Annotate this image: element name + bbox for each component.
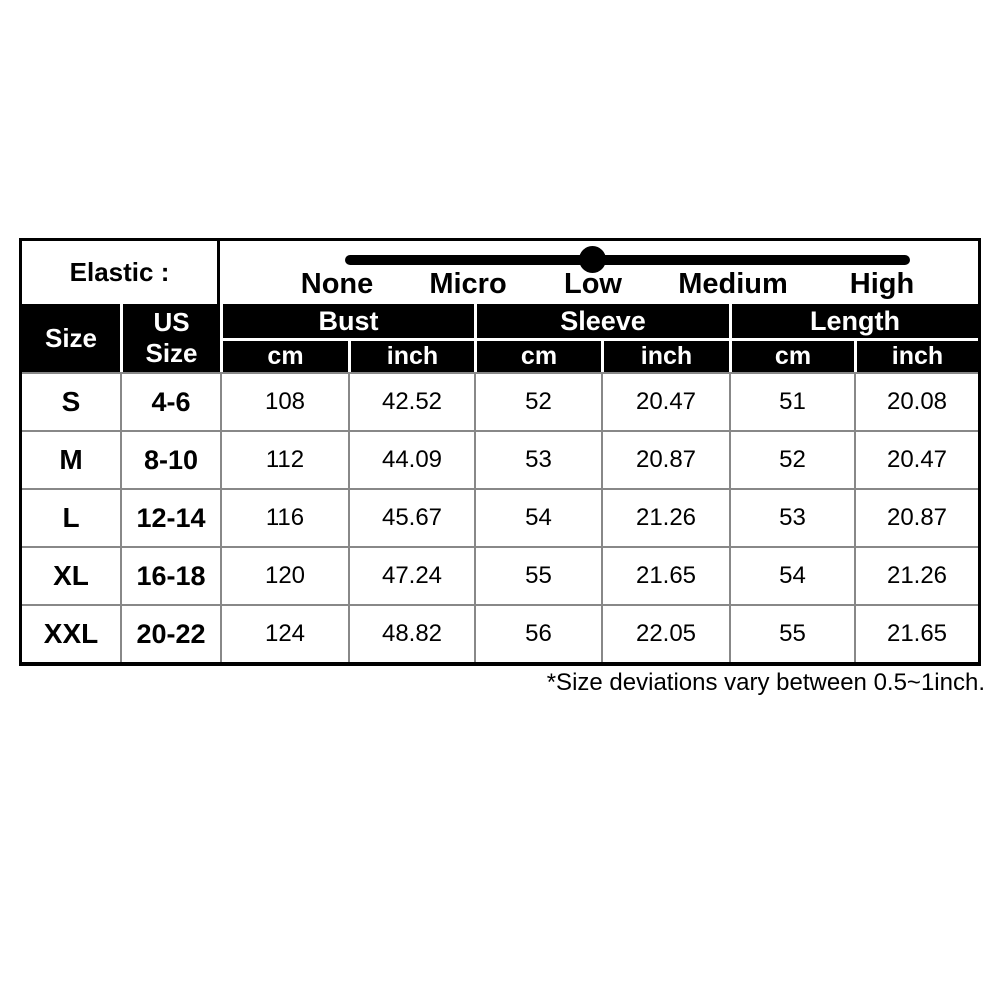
data-cell: 55 <box>729 604 854 662</box>
header-us-size-line1: US <box>153 306 190 337</box>
header-us-size <box>120 304 220 372</box>
data-cell: 112 <box>220 430 348 488</box>
size-table <box>19 238 981 666</box>
data-cell: 53 <box>474 430 601 488</box>
unit-header-length-cm: cm <box>729 338 854 372</box>
data-cell: 54 <box>729 546 854 604</box>
size-label-cell: M <box>22 430 120 488</box>
elastic-level-medium: Medium <box>678 268 788 300</box>
elasticity-scale <box>220 241 978 304</box>
data-cell: 45.67 <box>348 488 474 546</box>
data-cell: 21.26 <box>854 546 978 604</box>
data-cell: 120 <box>220 546 348 604</box>
data-cell: 22.05 <box>601 604 729 662</box>
slider-track <box>345 255 910 265</box>
data-cell: 20.47 <box>854 430 978 488</box>
data-cell: 55 <box>474 546 601 604</box>
unit-header-sleeve-cm: cm <box>474 338 601 372</box>
data-cell: 56 <box>474 604 601 662</box>
group-header-bust: Bust <box>220 304 474 338</box>
header-size: Size <box>22 304 120 372</box>
data-cell: 124 <box>220 604 348 662</box>
unit-header-length-inch: inch <box>854 338 978 372</box>
data-cell: 20.87 <box>854 488 978 546</box>
data-cell: 116 <box>220 488 348 546</box>
data-cell: 21.65 <box>601 546 729 604</box>
data-cell: 48.82 <box>348 604 474 662</box>
size-deviation-footnote: *Size deviations vary between 0.5~1inch. <box>546 669 985 696</box>
elastic-level-high: High <box>849 268 915 300</box>
size-label-cell: L <box>22 488 120 546</box>
us-size-cell: 8-10 <box>120 430 220 488</box>
data-cell: 20.87 <box>601 430 729 488</box>
data-cell: 52 <box>729 430 854 488</box>
data-cell: 20.08 <box>854 372 978 430</box>
group-header-sleeve: Sleeve <box>474 304 729 338</box>
data-cell: 42.52 <box>348 372 474 430</box>
data-cell: 47.24 <box>348 546 474 604</box>
data-cell: 53 <box>729 488 854 546</box>
data-cell: 21.65 <box>854 604 978 662</box>
us-size-cell: 16-18 <box>120 546 220 604</box>
elastic-label: Elastic : <box>22 241 220 304</box>
data-cell: 20.47 <box>601 372 729 430</box>
data-cell: 21.26 <box>601 488 729 546</box>
elastic-level-none: None <box>300 268 374 300</box>
size-label-cell: XXL <box>22 604 120 662</box>
data-cell: 108 <box>220 372 348 430</box>
elastic-level-low: Low <box>564 268 622 300</box>
size-label-cell: XL <box>22 546 120 604</box>
data-cell: 52 <box>474 372 601 430</box>
header-us-size-line2: Size <box>145 338 198 368</box>
data-cell: 54 <box>474 488 601 546</box>
size-label-cell: S <box>22 372 120 430</box>
elastic-level-micro: Micro <box>429 268 507 300</box>
us-size-cell: 4-6 <box>120 372 220 430</box>
unit-header-bust-cm: cm <box>220 338 348 372</box>
us-size-cell: 20-22 <box>120 604 220 662</box>
group-header-length: Length <box>729 304 978 338</box>
unit-header-bust-inch: inch <box>348 338 474 372</box>
us-size-cell: 12-14 <box>120 488 220 546</box>
data-cell: 44.09 <box>348 430 474 488</box>
unit-header-sleeve-inch: inch <box>601 338 729 372</box>
data-cell: 51 <box>729 372 854 430</box>
